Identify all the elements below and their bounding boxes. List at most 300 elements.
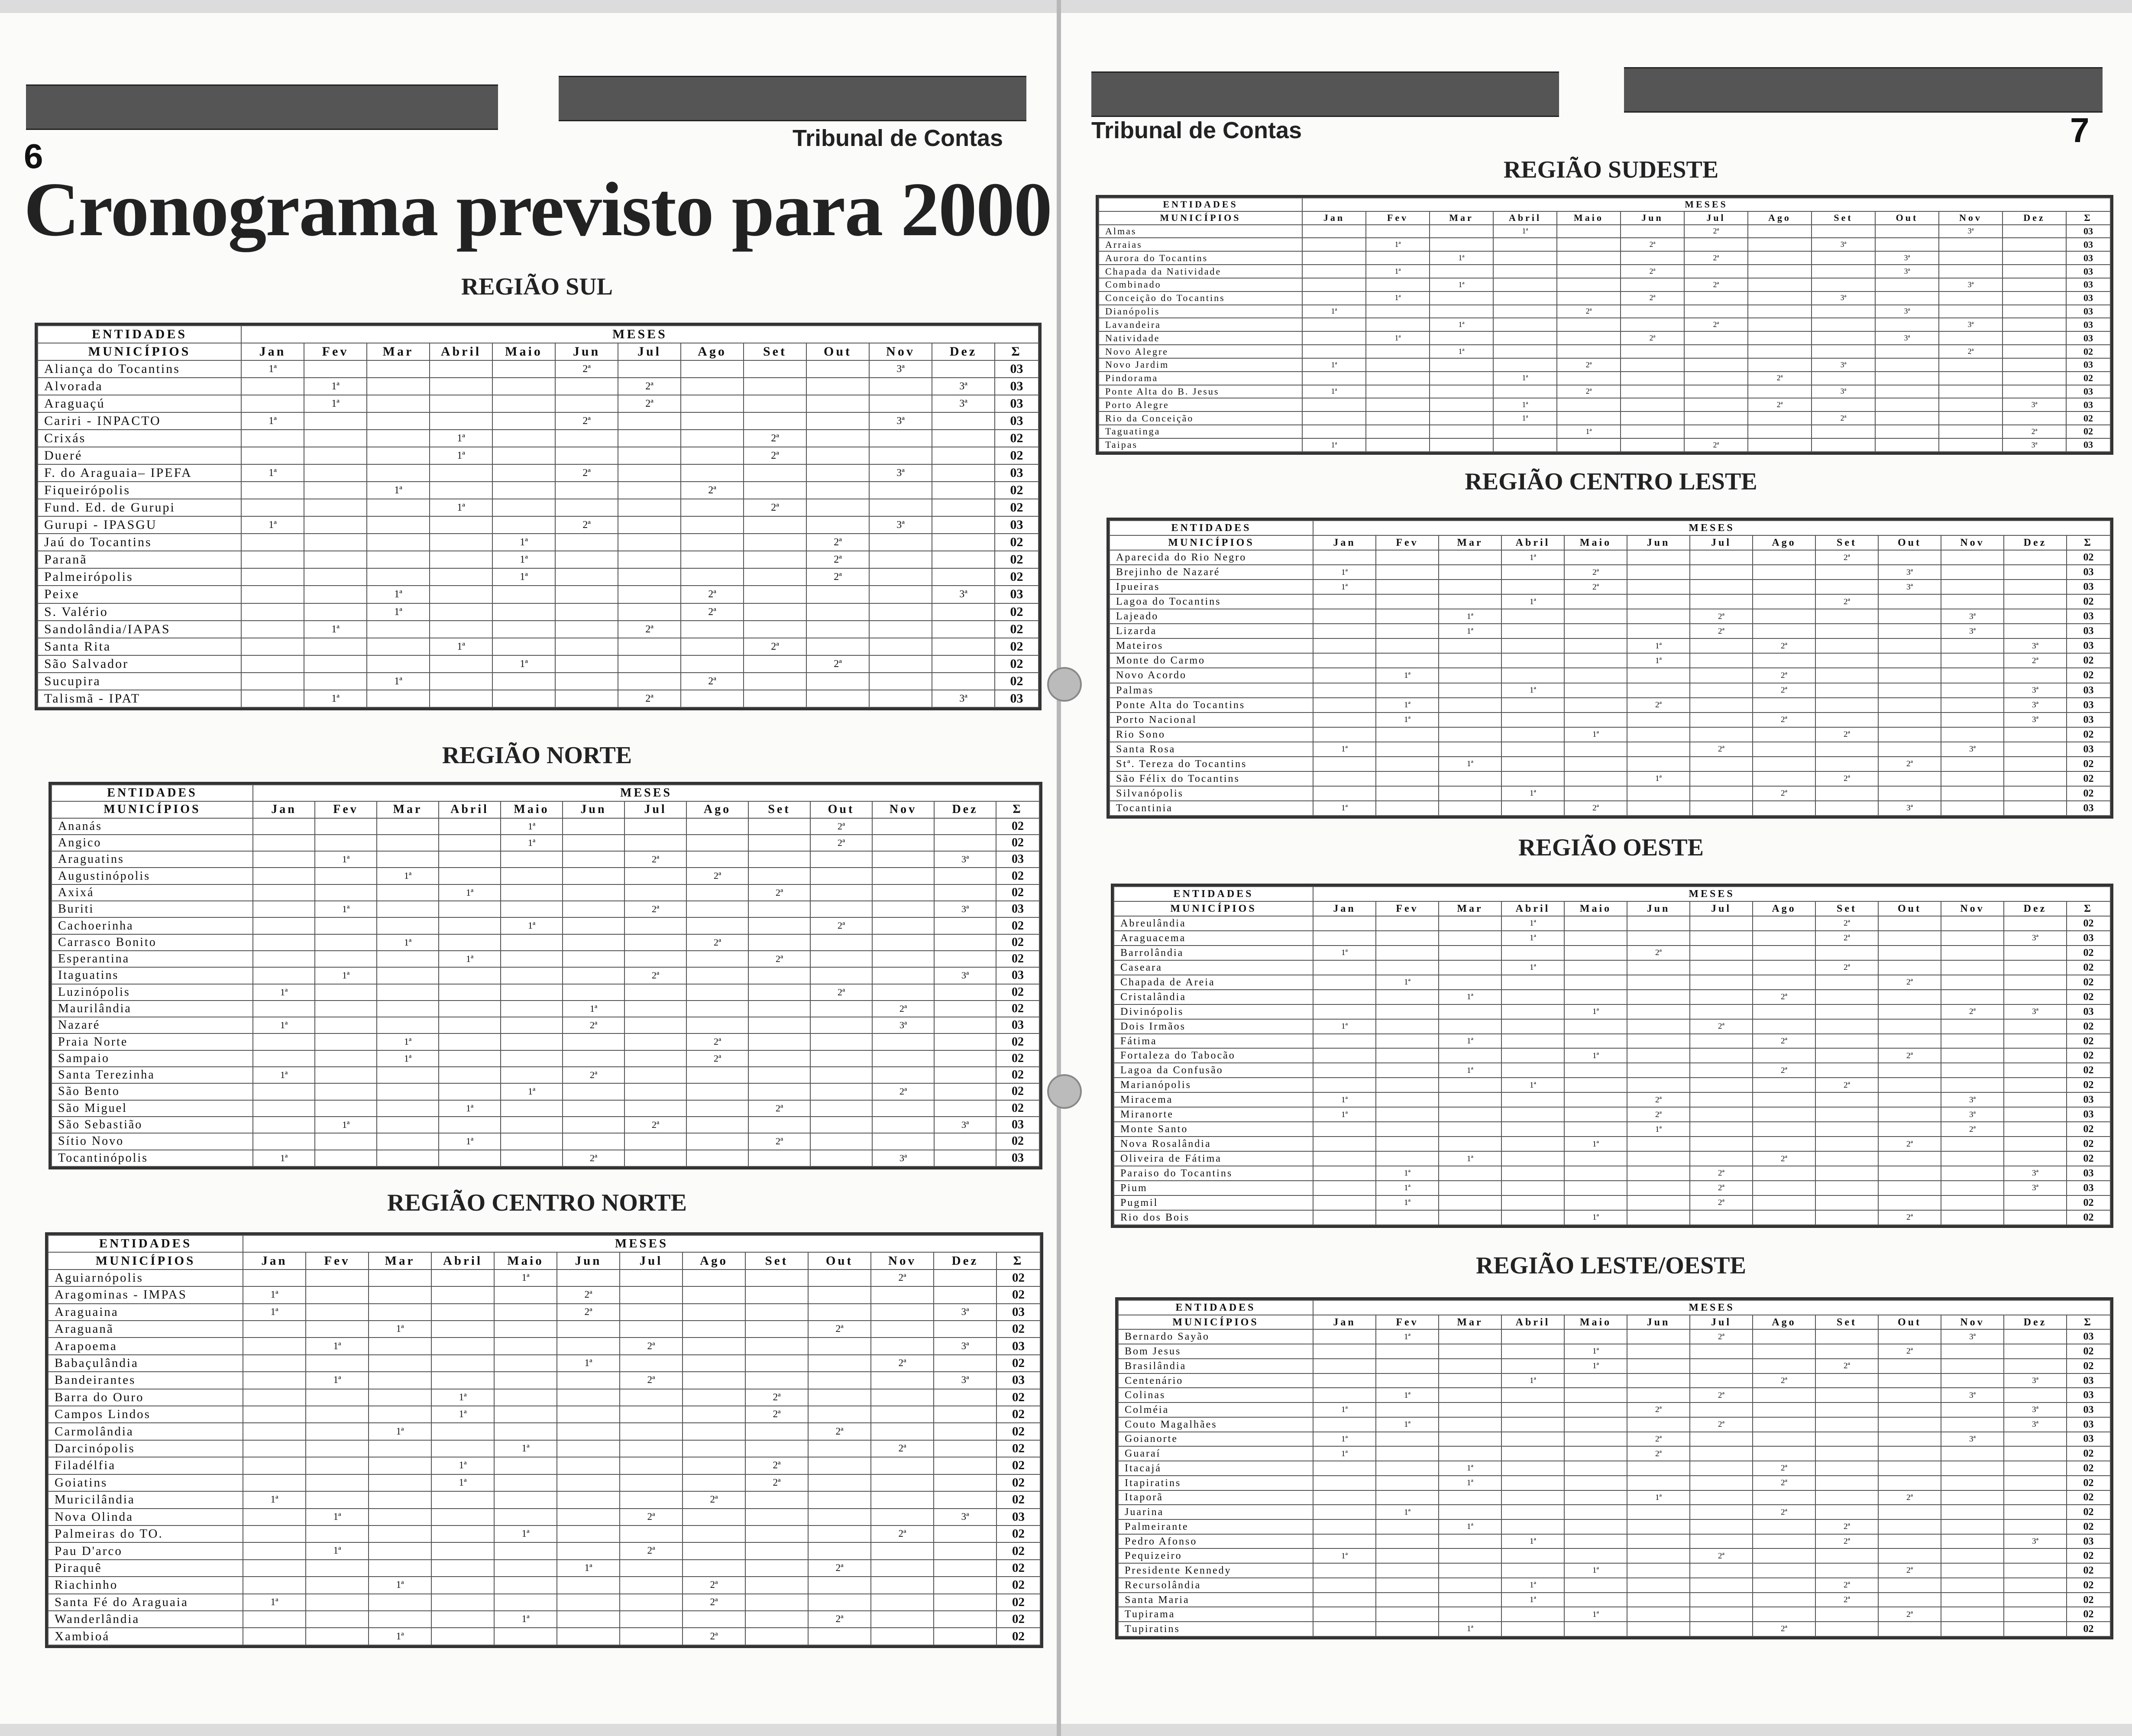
month-cell [369, 1304, 431, 1321]
month-cell [1875, 358, 1939, 372]
month-cell [304, 551, 367, 568]
month-cell: 2ª [1564, 580, 1627, 594]
table-row [1099, 358, 2110, 372]
month-cell [872, 901, 934, 917]
month-cell [1939, 385, 2003, 398]
row-total: 02 [996, 1083, 1039, 1100]
month-cell [748, 984, 810, 1001]
month-cell [557, 1389, 620, 1406]
row-total: 02 [995, 638, 1039, 655]
total-header: Σ [996, 801, 1039, 818]
month-header-12: Dez [934, 1252, 996, 1269]
month-cell [1439, 713, 1501, 727]
month-cell [306, 1286, 369, 1303]
month-cell [1627, 1417, 1690, 1432]
table-row [52, 1083, 1039, 1100]
month-cell [683, 1440, 745, 1457]
month-cell [1753, 1417, 1815, 1432]
month-cell [1313, 1373, 1376, 1388]
month-cell [683, 1270, 745, 1286]
month-cell [369, 1611, 431, 1628]
month-cell: 2ª [748, 951, 810, 967]
month-cell [1753, 1607, 1815, 1622]
month-cell [1878, 638, 1941, 653]
month-cell [1941, 1151, 2004, 1166]
month-cell [1684, 291, 1748, 305]
month-cell [1366, 345, 1430, 358]
month-cell [241, 655, 304, 673]
month-cell [557, 1372, 620, 1389]
month-cell [683, 1355, 745, 1372]
month-cell: 1ª [1627, 1122, 1690, 1137]
row-total: 03 [996, 1509, 1040, 1525]
month-cell [557, 1338, 620, 1354]
month-cell [439, 1017, 501, 1033]
month-cell [1941, 1607, 2004, 1622]
month-cell: 2ª [1753, 683, 1815, 698]
row-total: 02 [995, 621, 1039, 638]
month-cell [1878, 624, 1941, 638]
month-cell [369, 1406, 431, 1423]
month-cell [932, 551, 995, 568]
month-cell [439, 1050, 501, 1067]
row-total: 02 [996, 1440, 1040, 1457]
month-header-10: Out [1878, 535, 1941, 550]
month-header-3: Mar [1430, 211, 1493, 225]
month-cell [563, 984, 624, 1001]
month-cell: 2ª [1690, 742, 1753, 757]
month-cell [1878, 1151, 1941, 1166]
table-row [1099, 331, 2110, 345]
month-cell [1815, 1417, 1878, 1432]
month-cell [1376, 550, 1439, 565]
table-row [1110, 742, 2110, 757]
municipality-name: Itaporã [1118, 1490, 1313, 1505]
month-cell [369, 1525, 431, 1542]
month-cell: 1ª [430, 638, 492, 655]
month-cell [1501, 624, 1564, 638]
month-header-11: Nov [1941, 1315, 2004, 1330]
row-total: 02 [996, 868, 1039, 884]
month-cell [1313, 1137, 1376, 1151]
table-row [48, 1611, 1040, 1628]
municipality-name: Monte Santo [1114, 1122, 1313, 1137]
month-cell: 1ª [1366, 331, 1430, 345]
row-total: 03 [2066, 251, 2110, 265]
month-cell [808, 1338, 871, 1354]
month-cell [377, 1083, 439, 1100]
month-cell [1564, 1461, 1627, 1476]
month-cell [501, 1033, 563, 1050]
month-cell [492, 395, 555, 412]
table-row [1118, 1461, 2110, 1476]
month-cell [1878, 1446, 1941, 1461]
month-cell [624, 1100, 686, 1117]
month-cell [1815, 742, 1878, 757]
municipality-name: Araguatins [52, 851, 253, 868]
month-cell [1376, 1092, 1439, 1107]
month-cell [1501, 565, 1564, 580]
month-cell [1815, 1137, 1878, 1151]
month-cell: 1ª [1501, 931, 1564, 946]
month-cell [1941, 1461, 2004, 1476]
month-cell [377, 901, 439, 917]
month-cell: 1ª [1302, 385, 1366, 398]
month-cell: 1ª [1501, 1078, 1564, 1092]
month-cell [1439, 594, 1501, 609]
month-cell [1815, 1563, 1878, 1578]
month-cell [377, 1133, 439, 1150]
month-cell [934, 1150, 996, 1166]
month-cell [745, 1423, 808, 1440]
month-cell [1815, 1151, 1878, 1166]
month-header-11: Nov [1939, 211, 2003, 225]
month-cell: 1ª [1430, 278, 1493, 291]
month-cell [1557, 251, 1621, 265]
municipality-name: Araguaina [48, 1304, 243, 1321]
month-cell [555, 378, 618, 395]
months-header: MESES [1302, 198, 2110, 211]
month-cell [934, 951, 996, 967]
table-row [1114, 1092, 2110, 1107]
month-cell [745, 1577, 808, 1593]
row-total: 02 [996, 1457, 1040, 1474]
month-cell: 2ª [1690, 609, 1753, 624]
month-cell [1684, 372, 1748, 385]
month-cell [1313, 1181, 1376, 1195]
month-cell [1941, 1490, 2004, 1505]
month-cell [806, 447, 869, 464]
municipality-name: Guaraí [1118, 1446, 1313, 1461]
month-cell [1302, 331, 1366, 345]
month-cell [686, 917, 748, 934]
month-cell [1690, 1622, 1753, 1636]
month-cell: 2ª [1878, 1607, 1941, 1622]
month-header-9: Set [748, 801, 810, 818]
month-cell [1753, 771, 1815, 786]
month-cell [1376, 1373, 1439, 1388]
month-cell [624, 835, 686, 851]
row-total: 02 [996, 1577, 1040, 1593]
month-cell: 2ª [557, 1286, 620, 1303]
month-cell [253, 1100, 315, 1117]
table-row [1099, 372, 2110, 385]
month-cell [1439, 946, 1501, 960]
month-cell: 2ª [806, 551, 869, 568]
month-cell [1939, 331, 2003, 345]
month-cell [1941, 1417, 2004, 1432]
month-cell [1690, 1446, 1753, 1461]
month-cell [872, 868, 934, 884]
month-cell [1690, 1519, 1753, 1534]
row-total: 02 [996, 1033, 1039, 1050]
row-total: 02 [2067, 1622, 2110, 1636]
table-row [1110, 786, 2110, 801]
month-cell [1557, 411, 1621, 425]
row-total: 03 [2067, 580, 2110, 594]
municipality-name: Chapada de Areia [1114, 975, 1313, 990]
table-row [1099, 398, 2110, 411]
month-header-2: Fev [1376, 1315, 1439, 1330]
month-cell [1941, 946, 2004, 960]
month-cell [430, 464, 492, 482]
month-cell [492, 482, 555, 499]
page-fold [1057, 0, 1061, 1736]
month-cell: 1ª [1493, 411, 1557, 425]
month-header-5: Maio [1564, 1315, 1627, 1330]
month-cell: 2ª [1684, 251, 1748, 265]
month-cell [2004, 1432, 2067, 1447]
month-cell [315, 1083, 377, 1100]
header-band-left-a [26, 84, 498, 130]
row-total: 02 [2067, 757, 2110, 771]
month-header-2: Fev [306, 1252, 369, 1269]
month-cell [1627, 801, 1690, 816]
month-cell [618, 673, 681, 690]
municipality-name: Sítio Novo [52, 1133, 253, 1150]
month-cell [1627, 1534, 1690, 1549]
municipality-name: Buriti [52, 901, 253, 917]
month-cell [748, 967, 810, 984]
month-cell [806, 360, 869, 378]
table-row [1114, 1019, 2110, 1034]
month-cell [2003, 345, 2066, 358]
month-cell [1313, 1210, 1376, 1225]
month-cell [810, 851, 872, 868]
month-cell: 3ª [932, 395, 995, 412]
month-cell: 2ª [683, 1577, 745, 1593]
month-cell [501, 1100, 563, 1117]
month-cell [1941, 786, 2004, 801]
month-cell [869, 482, 932, 499]
month-cell [1627, 1373, 1690, 1388]
month-cell [439, 1083, 501, 1100]
table-row [1099, 278, 2110, 291]
month-cell [1366, 358, 1430, 372]
month-cell [810, 1050, 872, 1067]
municipality-name: Novo Acordo [1110, 668, 1313, 683]
month-header-11: Nov [871, 1252, 934, 1269]
month-cell [501, 1001, 563, 1017]
month-cell [1439, 653, 1501, 668]
month-cell [1376, 757, 1439, 771]
month-cell [439, 868, 501, 884]
month-cell [871, 1594, 934, 1611]
month-cell [1313, 594, 1376, 609]
month-cell [555, 690, 618, 707]
month-cell [1376, 1151, 1439, 1166]
month-cell [253, 1050, 315, 1067]
table-row [1110, 713, 2110, 727]
month-cell [1878, 594, 1941, 609]
month-cell [430, 516, 492, 534]
month-cell [686, 1117, 748, 1133]
month-cell [1376, 1593, 1439, 1607]
month-cell [367, 568, 430, 586]
month-cell [934, 1577, 996, 1593]
month-cell [810, 1083, 872, 1100]
month-cell [1501, 1607, 1564, 1622]
month-cell [1564, 1519, 1627, 1534]
month-cell: 2ª [1748, 398, 1812, 411]
month-cell: 1ª [1501, 1373, 1564, 1388]
month-cell [1439, 1505, 1501, 1519]
month-header-7: Jul [1690, 535, 1753, 550]
month-cell [2004, 1490, 2067, 1505]
month-cell [555, 482, 618, 499]
month-cell [1753, 1432, 1815, 1447]
table-row [38, 464, 1039, 482]
month-cell [1753, 1019, 1815, 1034]
month-cell [810, 1133, 872, 1150]
binding-hole [1047, 667, 1082, 702]
month-cell [1439, 1122, 1501, 1137]
month-cell: 1ª [315, 967, 377, 984]
month-cell [1878, 1519, 1941, 1534]
month-cell [1313, 1344, 1376, 1359]
month-cell [2004, 771, 2067, 786]
month-cell: 2ª [681, 603, 744, 621]
month-cell [1878, 1107, 1941, 1122]
month-cell [431, 1611, 494, 1628]
month-cell [1753, 1107, 1815, 1122]
month-cell [745, 1611, 808, 1628]
region-7-title: REGIÃO LESTE/OESTE [1475, 1252, 1746, 1279]
month-cell [686, 884, 748, 901]
month-cell [1439, 1166, 1501, 1181]
month-cell [872, 835, 934, 851]
month-cell [1941, 1019, 2004, 1034]
month-cell [681, 447, 744, 464]
month-cell [241, 378, 304, 395]
month-cell: 1ª [243, 1491, 306, 1508]
month-cell [315, 1033, 377, 1050]
month-cell [1878, 1034, 1941, 1049]
month-cell [1564, 1388, 1627, 1402]
month-cell: 2ª [745, 1474, 808, 1491]
month-cell [1313, 1578, 1376, 1593]
month-cell [1376, 1078, 1439, 1092]
month-cell [934, 1628, 996, 1645]
month-cell [1815, 1092, 1878, 1107]
month-cell [1941, 1505, 2004, 1519]
month-header-8: Ago [681, 343, 744, 360]
month-cell: 3ª [1875, 265, 1939, 278]
month-cell [1690, 1402, 1753, 1417]
month-header-6: Jun [1627, 1315, 1690, 1330]
month-cell [871, 1457, 934, 1474]
month-cell [1564, 742, 1627, 757]
month-cell [1690, 580, 1753, 594]
month-cell [624, 984, 686, 1001]
month-cell [872, 917, 934, 934]
municipality-name: Aurora do Tocantins [1099, 251, 1302, 265]
month-cell [620, 1355, 683, 1372]
municipality-name: Rio da Conceição [1099, 411, 1302, 425]
month-cell: 2ª [1815, 1519, 1878, 1534]
table-row [48, 1525, 1040, 1542]
table-row [52, 1133, 1039, 1150]
month-cell [934, 1423, 996, 1440]
month-cell [1366, 411, 1430, 425]
municipality-name: Caseara [1114, 960, 1313, 975]
month-cell: 2ª [1621, 291, 1684, 305]
municipality-name: Porto Nacional [1110, 713, 1313, 727]
table-row [1110, 594, 2110, 609]
month-cell [1621, 278, 1684, 291]
month-cell [315, 984, 377, 1001]
table-row [38, 638, 1039, 655]
month-cell [686, 1067, 748, 1083]
month-cell [618, 551, 681, 568]
month-cell [492, 621, 555, 638]
month-cell: 1ª [492, 655, 555, 673]
month-cell [1376, 742, 1439, 757]
month-cell [492, 673, 555, 690]
month-cell [1313, 1593, 1376, 1607]
month-cell [1753, 931, 1815, 946]
month-cell: 1ª [1501, 683, 1564, 698]
month-cell [686, 818, 748, 835]
municipalities-header: MUNICÍPIOS [1099, 211, 1302, 225]
month-cell [1302, 238, 1366, 251]
month-cell [744, 586, 806, 603]
month-cell [2004, 1548, 2067, 1563]
month-cell [618, 430, 681, 447]
month-cell [243, 1406, 306, 1423]
month-cell [563, 1050, 624, 1067]
month-cell [304, 586, 367, 603]
month-cell: 1ª [1366, 265, 1430, 278]
month-cell [501, 1150, 563, 1166]
month-header-6: Jun [555, 343, 618, 360]
month-cell [1815, 975, 1878, 990]
month-header-2: Fev [304, 343, 367, 360]
month-cell: 3ª [1941, 1092, 2004, 1107]
month-cell [241, 447, 304, 464]
month-cell [1878, 960, 1941, 975]
month-cell [681, 378, 744, 395]
table-row [1110, 580, 2110, 594]
month-cell [1748, 358, 1812, 372]
month-cell [1313, 1461, 1376, 1476]
month-cell: 1ª [1439, 757, 1501, 771]
month-cell [369, 1509, 431, 1525]
month-cell [1564, 1034, 1627, 1049]
month-cell [1313, 960, 1376, 975]
row-total: 03 [995, 690, 1039, 707]
month-cell: 1ª [1439, 1476, 1501, 1490]
month-cell [1812, 225, 1875, 238]
municipality-name: Dois Irmãos [1114, 1019, 1313, 1034]
table-row [1114, 1166, 2110, 1181]
month-cell [1812, 438, 1875, 452]
month-cell: 2ª [1690, 1329, 1753, 1344]
month-cell: 3ª [934, 1338, 996, 1354]
municipality-name: Jaú do Tocantins [38, 534, 241, 551]
month-cell [934, 1067, 996, 1083]
month-cell [243, 1611, 306, 1628]
month-cell [683, 1389, 745, 1406]
municipality-name: Talismã - IPAT [38, 690, 241, 707]
month-cell [748, 851, 810, 868]
month-cell [241, 395, 304, 412]
month-cell: 2ª [620, 1542, 683, 1559]
month-cell [808, 1372, 871, 1389]
municipality-name: Axixá [52, 884, 253, 901]
month-cell [1941, 1578, 2004, 1593]
month-cell [1878, 1476, 1941, 1490]
